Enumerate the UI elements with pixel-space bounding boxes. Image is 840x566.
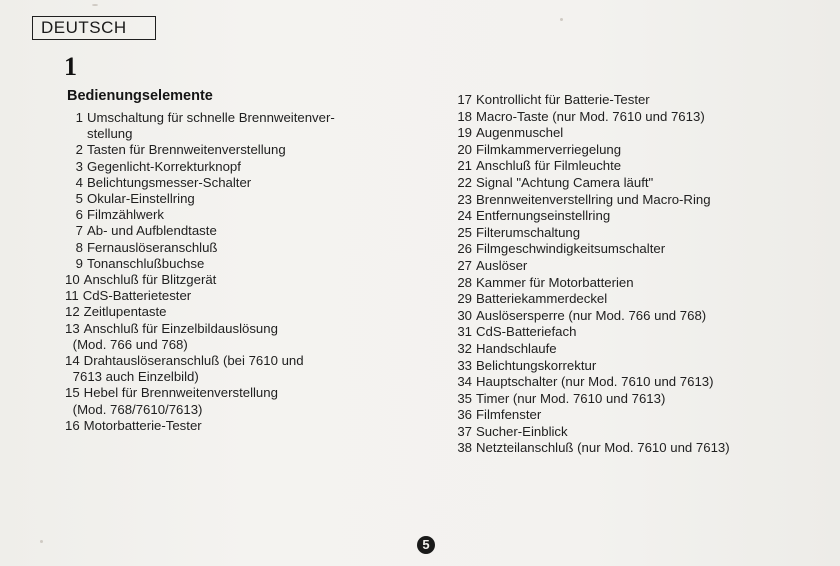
item-text: Macro-Taste (nur Mod. 7610 und 7613) xyxy=(476,108,705,124)
list-item xyxy=(456,258,816,275)
item-text: CdS-Batteriefach xyxy=(476,324,577,340)
item-text: Filmgeschwindigkeitsumschalter xyxy=(476,241,666,257)
item-text: Filmfenster xyxy=(476,407,542,423)
item-text: Filterumschaltung xyxy=(476,224,581,240)
item-number: 36 xyxy=(457,407,472,423)
item-number: 5 xyxy=(75,191,83,207)
list-item xyxy=(65,288,374,304)
list-item xyxy=(456,158,816,175)
item-number: 27 xyxy=(457,257,472,273)
list-item xyxy=(456,192,816,209)
list-item xyxy=(74,337,374,353)
item-number xyxy=(74,126,83,142)
item-number: 28 xyxy=(457,274,472,290)
list-item xyxy=(456,308,816,325)
item-text: (Mod. 766 und 768) xyxy=(72,336,188,352)
controls-list-right xyxy=(456,92,816,457)
list-item xyxy=(74,402,374,418)
list-item xyxy=(74,126,374,142)
item-text: Belichtungskorrektur xyxy=(476,357,597,373)
item-text: Ab- und Aufblendtaste xyxy=(87,223,217,239)
item-number: 10 xyxy=(65,272,80,288)
list-item xyxy=(456,109,816,126)
paper-speck xyxy=(92,4,98,6)
list-item xyxy=(74,240,374,256)
item-text: 7613 auch Einzelbild) xyxy=(72,369,199,385)
item-number: 31 xyxy=(457,324,472,340)
list-item xyxy=(456,341,816,358)
item-text: Anschluß für Blitzgerät xyxy=(83,272,217,288)
item-number xyxy=(65,369,69,385)
item-number: 12 xyxy=(65,304,80,320)
list-item xyxy=(456,175,816,192)
item-number: 14 xyxy=(65,353,80,369)
item-text: Okular-Einstellring xyxy=(87,191,195,207)
section-heading: Bedienungselemente xyxy=(67,88,213,104)
list-item xyxy=(65,353,374,369)
item-number xyxy=(65,337,69,353)
item-number: 2 xyxy=(75,142,83,158)
item-number: 35 xyxy=(457,390,472,406)
item-text: Anschluß für Filmleuchte xyxy=(476,158,622,174)
list-item xyxy=(456,291,816,308)
list-item xyxy=(74,110,374,126)
list-item xyxy=(65,304,374,320)
list-item xyxy=(65,385,374,401)
item-number: 18 xyxy=(457,108,472,124)
list-item xyxy=(456,208,816,225)
list-item xyxy=(74,207,374,223)
item-text: Hauptschalter (nur Mod. 7610 und 7613) xyxy=(476,374,714,390)
item-text: Umschaltung für schnelle Brennweitenver- xyxy=(87,110,335,125)
item-text: Fernauslöseranschluß xyxy=(87,239,218,255)
item-text: CdS-Batterietester xyxy=(82,288,192,304)
item-text: Tonanschlußbuchse xyxy=(87,255,205,271)
item-number: 17 xyxy=(457,92,472,107)
list-item xyxy=(456,125,816,142)
item-text: Auslösersperre (nur Mod. 766 und 768) xyxy=(476,307,707,323)
list-item xyxy=(74,256,374,272)
list-item xyxy=(65,320,374,337)
item-text: Batteriekammerdeckel xyxy=(476,291,608,307)
item-text: Gegenlicht-Korrekturknopf xyxy=(87,158,241,174)
item-number: 9 xyxy=(75,255,83,271)
list-item xyxy=(456,324,816,341)
item-number: 29 xyxy=(457,291,472,307)
list-item xyxy=(74,175,374,191)
item-text: Augenmuschel xyxy=(476,125,564,141)
item-number: 7 xyxy=(75,223,83,239)
list-item xyxy=(74,159,374,175)
item-text: Filmzählwerk xyxy=(87,207,164,223)
item-text: Auslöser xyxy=(476,257,528,273)
page-number: 5 xyxy=(417,536,435,554)
item-number: 38 xyxy=(457,440,472,456)
item-text: Tasten für Brennweitenverstellung xyxy=(87,142,286,158)
section-number: 1 xyxy=(64,52,77,81)
item-text: Entfernungseinstellring xyxy=(476,208,611,224)
item-text: Handschlaufe xyxy=(476,340,557,356)
list-item xyxy=(456,275,816,292)
item-number: 25 xyxy=(457,224,472,240)
item-number: 13 xyxy=(65,320,80,336)
list-item xyxy=(456,440,816,457)
item-number xyxy=(65,402,69,418)
item-text: Anschluß für Einzelbildauslösung xyxy=(83,320,278,336)
item-number: 23 xyxy=(457,191,472,207)
item-number: 8 xyxy=(75,239,83,255)
item-text: Signal "Achtung Camera läuft" xyxy=(476,174,654,190)
item-text: Zeitlupentaste xyxy=(83,304,167,320)
list-item xyxy=(456,407,816,424)
item-text: Drahtauslöseranschluß (bei 7610 und xyxy=(83,353,304,369)
list-item xyxy=(456,424,816,441)
paper-speck xyxy=(40,540,43,543)
list-item xyxy=(74,369,374,385)
item-text: Sucher-Einblick xyxy=(476,423,568,439)
paper-speck xyxy=(560,18,563,21)
item-number: 6 xyxy=(75,207,83,223)
item-number: 19 xyxy=(457,125,472,141)
item-text: Filmkammerverriegelung xyxy=(476,141,622,157)
item-number: 33 xyxy=(457,357,472,373)
item-number: 37 xyxy=(457,423,472,439)
item-number: 3 xyxy=(75,158,83,174)
item-text: Netzteilanschluß (nur Mod. 7610 und 7613) xyxy=(476,440,730,456)
item-number: 26 xyxy=(457,241,472,257)
item-text: Belichtungsmesser-Schalter xyxy=(87,174,252,190)
list-item xyxy=(456,358,816,375)
item-number: 20 xyxy=(457,141,472,157)
list-item xyxy=(456,241,816,258)
item-text: Timer (nur Mod. 7610 und 7613) xyxy=(476,390,666,406)
item-number: 24 xyxy=(457,208,472,224)
item-number: 4 xyxy=(75,174,83,190)
item-text: Kontrollicht für Batterie-Tester xyxy=(476,92,650,107)
item-text: Brennweitenverstellring und Macro-Ring xyxy=(476,191,711,207)
item-number: 21 xyxy=(457,158,472,174)
item-text: (Mod. 768/7610/7613) xyxy=(72,401,203,417)
item-text: Kammer für Motorbatterien xyxy=(476,274,634,290)
item-number: 16 xyxy=(65,417,80,433)
item-number: 32 xyxy=(457,340,472,356)
list-item xyxy=(456,142,816,159)
item-number: 1 xyxy=(75,110,83,125)
list-item xyxy=(74,142,374,158)
list-item xyxy=(456,374,816,391)
list-item xyxy=(456,225,816,242)
item-number: 22 xyxy=(457,174,472,190)
item-number: 11 xyxy=(65,288,79,304)
controls-list-left xyxy=(65,110,374,434)
language-label: DEUTSCH xyxy=(32,16,156,40)
list-item xyxy=(74,191,374,207)
item-number: 15 xyxy=(65,385,80,401)
list-item xyxy=(65,272,374,288)
list-item xyxy=(65,417,374,434)
list-item xyxy=(456,391,816,408)
list-item xyxy=(456,92,816,109)
item-number: 30 xyxy=(457,307,472,323)
item-text: stellung xyxy=(87,126,133,142)
item-text: Motorbatterie-Tester xyxy=(83,417,202,433)
list-item xyxy=(74,223,374,239)
item-number: 34 xyxy=(457,374,472,390)
item-text: Hebel für Brennweitenverstellung xyxy=(83,385,278,401)
